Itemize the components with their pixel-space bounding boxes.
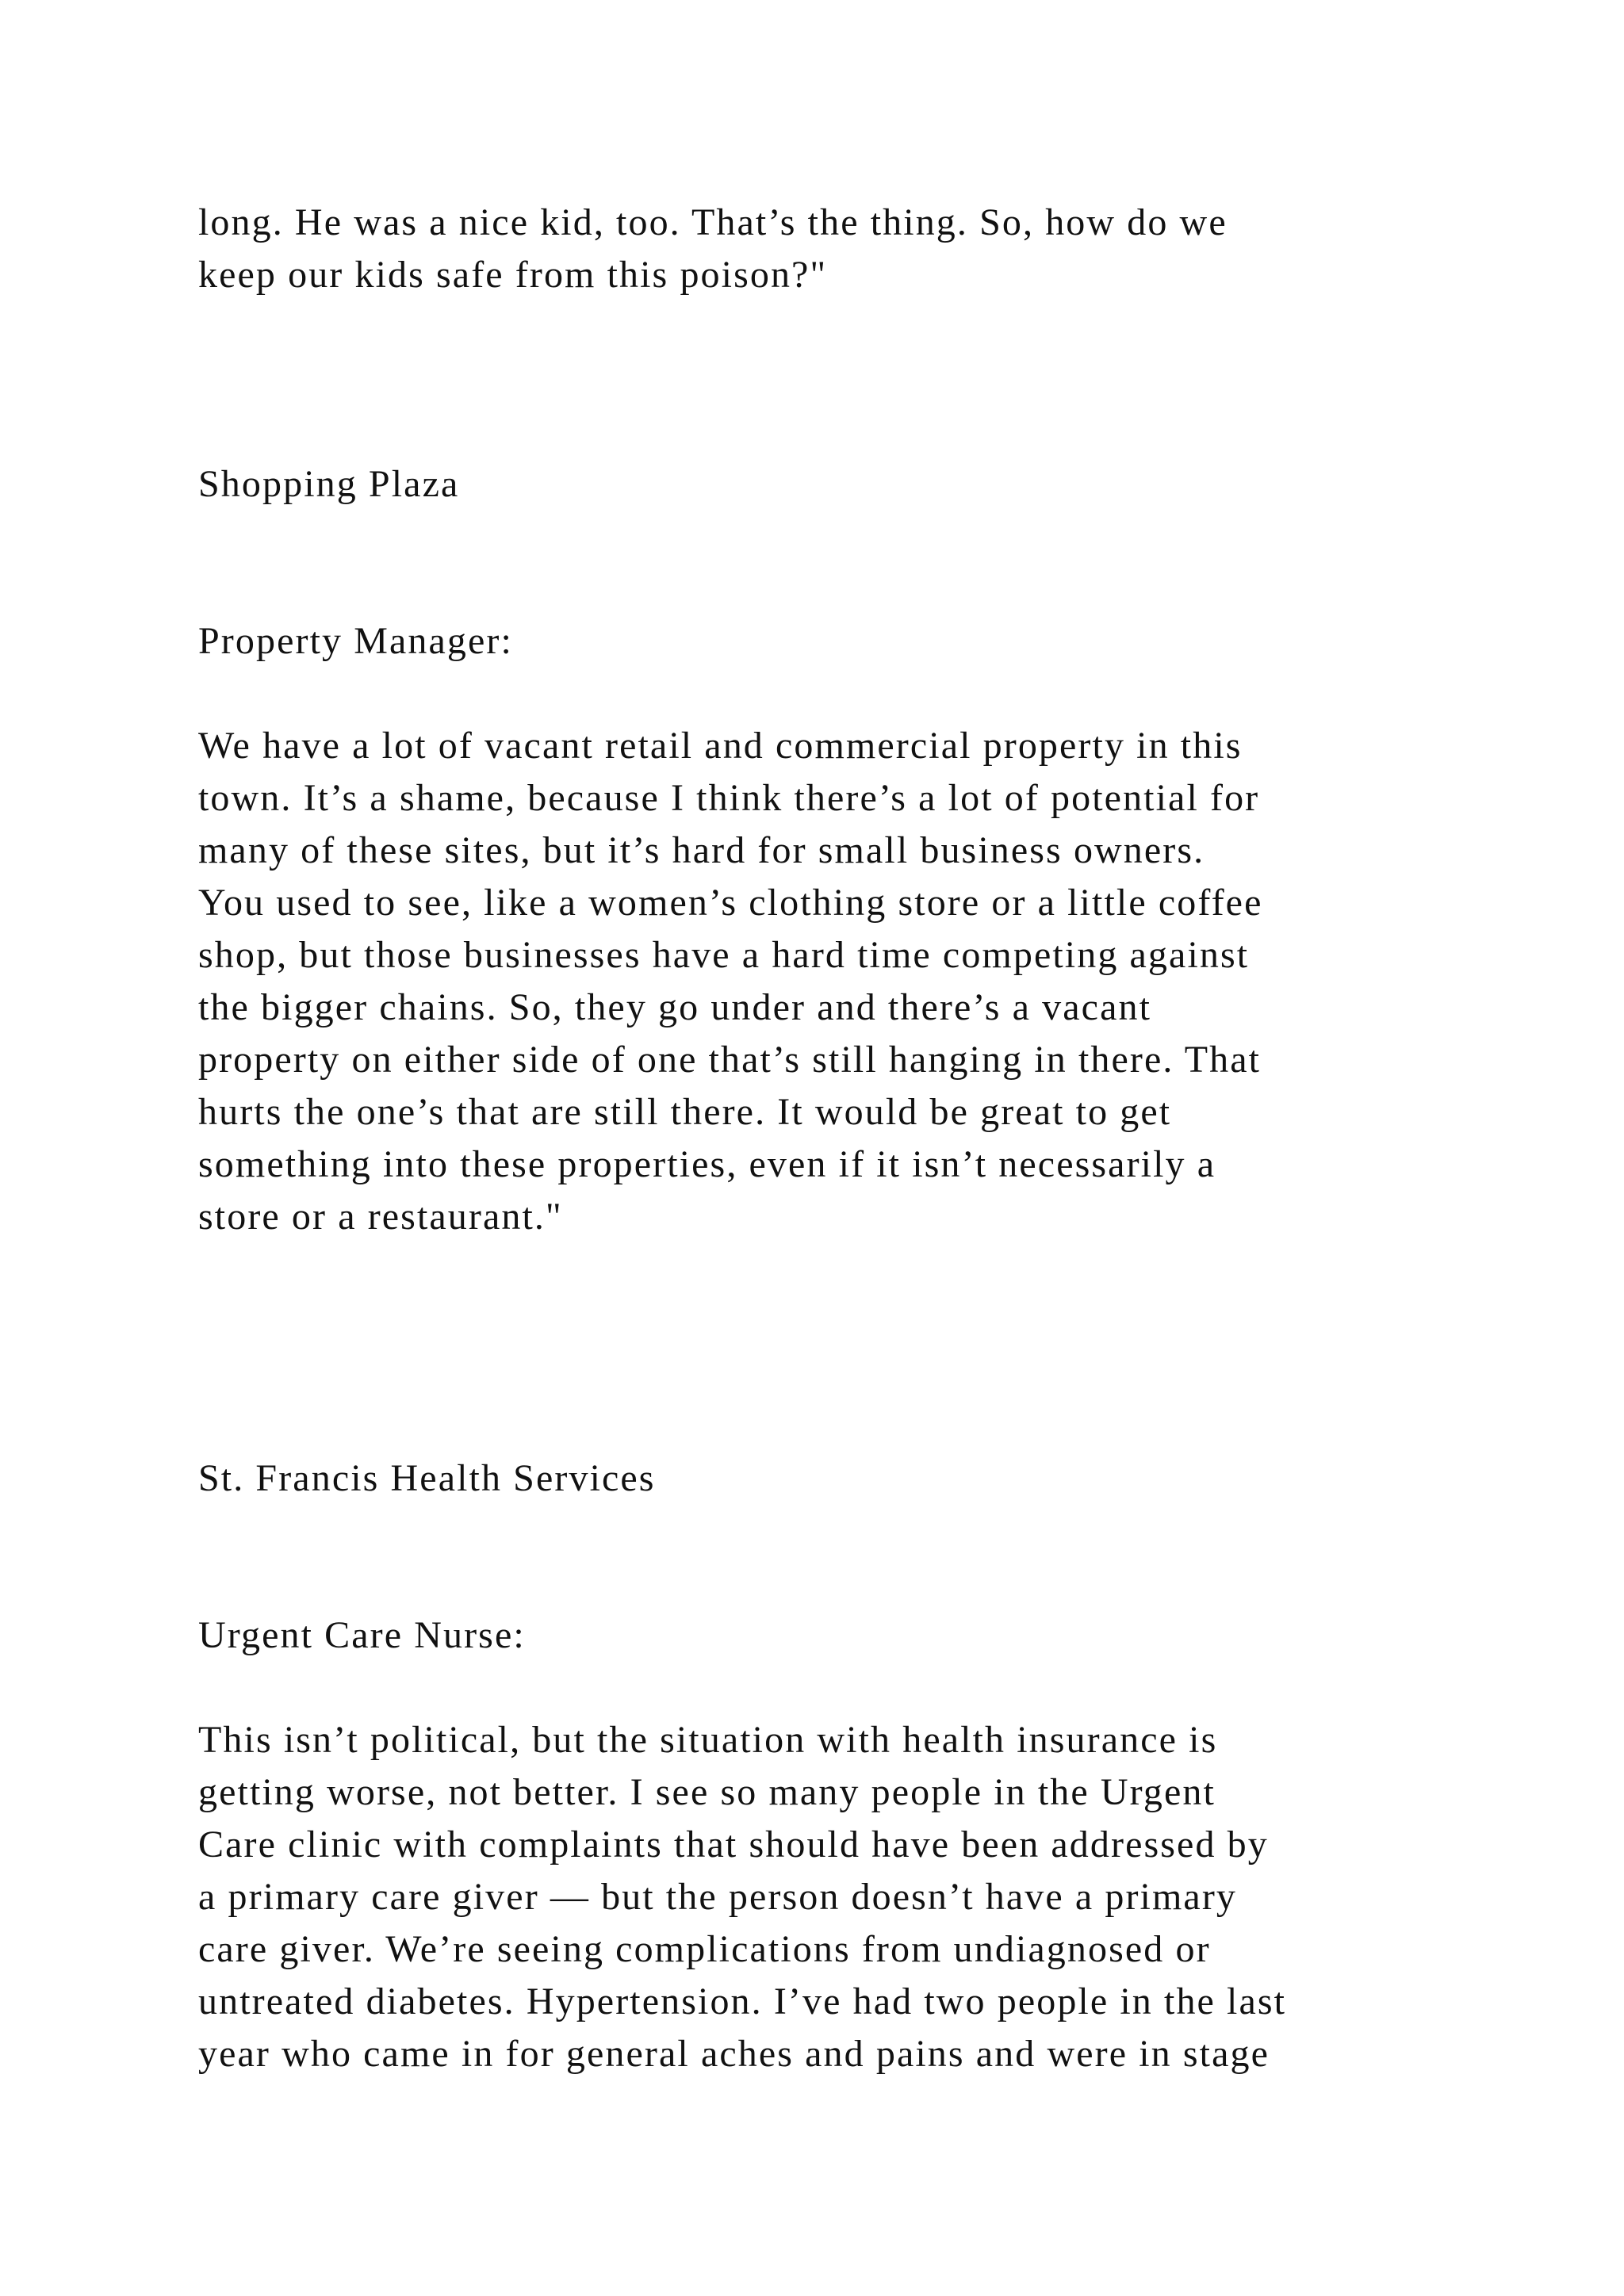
text-line: You used to see, like a women’s clothing store or a little coffee bbox=[198, 882, 1263, 924]
text-line: We have a lot of vacant retail and commercial property in this bbox=[198, 725, 1243, 767]
speaker-label: Property Manager: bbox=[198, 620, 513, 662]
text-line: property on either side of one that’s still hanging in there. That bbox=[198, 1039, 1262, 1081]
text-line: town. It’s a shame, because I think there’s a lot of potential for bbox=[198, 777, 1260, 819]
text-line: many of these sites, but it’s hard for small business owners. bbox=[198, 829, 1205, 871]
location-heading: Shopping Plaza bbox=[198, 463, 460, 505]
text-line: Care clinic with complaints that should have been addressed by bbox=[198, 1823, 1269, 1866]
text-line: long. He was a nice kid, too. That’s the thing. So, how do we bbox=[198, 201, 1228, 243]
text-line: care giver. We’re seeing complications from undiagnosed or bbox=[198, 1928, 1211, 1970]
text-line: hurts the one’s that are still there. It would be great to get bbox=[198, 1091, 1172, 1133]
location-heading: St. Francis Health Services bbox=[198, 1457, 656, 1499]
text-line: This isn’t political, but the situation with health insurance is bbox=[198, 1719, 1218, 1761]
text-line: shop, but those businesses have a hard time competing against bbox=[198, 934, 1250, 976]
speaker-label: Urgent Care Nurse: bbox=[198, 1614, 526, 1656]
text-line: year who came in for general aches and pains and were in stage bbox=[198, 2033, 1270, 2075]
text-line: the bigger chains. So, they go under and there’s a vacant bbox=[198, 986, 1152, 1028]
text-line: something into these properties, even if it isn’t necessarily a bbox=[198, 1143, 1216, 1185]
text-line: keep our kids safe from this poison?" bbox=[198, 254, 828, 296]
text-line: a primary care giver — but the person doesn’t have a primary bbox=[198, 1876, 1238, 1918]
text-line: store or a restaurant." bbox=[198, 1196, 563, 1238]
text-line: untreated diabetes. Hypertension. I’ve had two people in the last bbox=[198, 1980, 1287, 2022]
text-line: getting worse, not better. I see so many people in the Urgent bbox=[198, 1771, 1216, 1813]
